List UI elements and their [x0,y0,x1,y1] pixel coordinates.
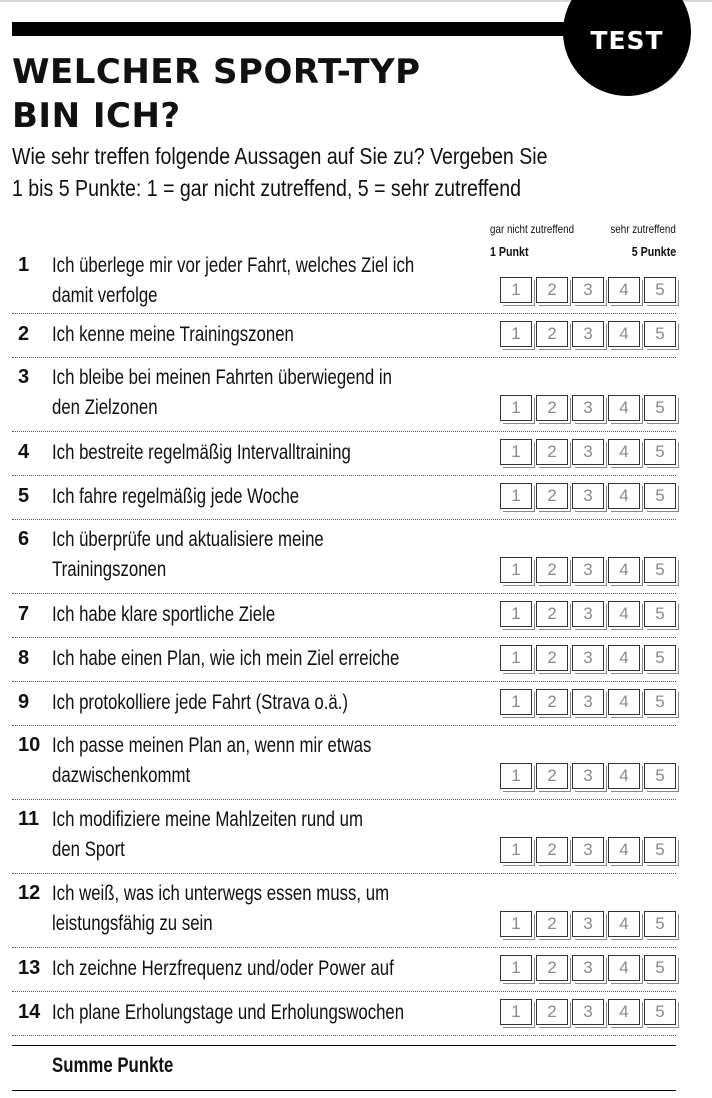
sum-divider [12,1045,676,1046]
rating-box-1[interactable]: 1 [500,321,532,347]
statement-text [52,805,428,865]
statement-text-line: damit verfolge [52,284,158,307]
statement-text-line: Ich modifiziere meine Mahlzeiten rund um [52,808,363,831]
rating-box-1[interactable]: 1 [500,911,532,937]
rating-box-5[interactable]: 5 [644,955,676,981]
statement-text-line: dazwischenkommt [52,764,191,787]
statement-number: 1 [18,254,30,276]
rating-box-3[interactable]: 3 [572,837,604,863]
rating-box-5[interactable]: 5 [644,483,676,509]
rating-box-1[interactable]: 1 [500,837,532,863]
statement-number: 8 [18,647,30,669]
rating-box-5[interactable]: 5 [644,277,676,303]
statement-row [12,638,676,682]
statement-row [12,682,676,726]
rating-box-4[interactable]: 4 [608,277,640,303]
statement-text-line: Ich habe klare sportliche Ziele [52,603,276,626]
statement-row [12,314,676,358]
statement-row [12,476,676,520]
statement-text-line: leistungsfähig zu sein [52,912,213,935]
statement-text [52,320,428,350]
statement-number: 4 [18,441,30,463]
rating-box-1[interactable]: 1 [500,689,532,715]
rating-box-3[interactable]: 3 [572,911,604,937]
rating-boxes [500,955,676,981]
rating-box-3[interactable]: 3 [572,645,604,671]
rating-box-2[interactable]: 2 [536,689,568,715]
statement-number: 7 [18,603,30,625]
statement-text [52,600,428,630]
instructions-line-2: 1 bis 5 Punkte: 1 = gar nicht zutreffend, 5 = sehr zutreffend [12,175,521,201]
statement-text-line: Ich weiß, was ich unterwegs essen muss, um [52,882,390,905]
rating-box-5[interactable]: 5 [644,321,676,347]
statement-text [52,879,428,939]
rating-box-2[interactable]: 2 [536,439,568,465]
statement-row [12,726,676,800]
rating-box-2[interactable]: 2 [536,645,568,671]
statement-number: 14 [18,1001,41,1023]
statement-text [52,438,428,468]
rating-box-4[interactable]: 4 [608,645,640,671]
statement-text [52,731,428,791]
rating-box-1[interactable]: 1 [500,645,532,671]
statement-text-line: den Zielzonen [52,396,158,419]
statement-number: 10 [18,734,41,756]
statement-text-line: Ich bestreite regelmäßig Intervalltraining [52,441,351,464]
statement-row [12,992,676,1036]
statement-text-line: Ich fahre regelmäßig jede Woche [52,485,300,508]
statement-row [12,594,676,638]
rating-box-5[interactable]: 5 [644,601,676,627]
rating-boxes [500,483,676,509]
scale-high-points: 5 Punkte [631,244,676,259]
test-badge-label: TEST [590,26,664,55]
statement-text [52,688,428,718]
rating-box-1[interactable]: 1 [500,999,532,1025]
scale-high-label: sehr zutreffend [610,222,676,236]
statement-number: 2 [18,323,30,345]
rating-box-1[interactable]: 1 [500,601,532,627]
statement-text-line: den Sport [52,838,125,861]
rating-boxes [500,999,676,1025]
rating-box-3[interactable]: 3 [572,955,604,981]
rating-box-3[interactable]: 3 [572,689,604,715]
rating-box-1[interactable]: 1 [500,395,532,421]
rating-boxes [500,321,676,347]
rating-box-4[interactable]: 4 [608,601,640,627]
statement-text-line: Ich überprüfe und aktualisiere meine [52,528,324,551]
statement-text-line: Ich bleibe bei meinen Fahrten überwiegend in [52,366,392,389]
rating-box-4[interactable]: 4 [608,557,640,583]
rating-box-2[interactable]: 2 [536,837,568,863]
sum-label: Summe Punkte [52,1054,174,1077]
rating-box-5[interactable]: 5 [644,837,676,863]
statement-number: 13 [18,957,41,979]
rating-box-3[interactable]: 3 [572,277,604,303]
rating-box-2[interactable]: 2 [536,395,568,421]
statement-text [52,482,428,512]
statement-text-line: Trainingszonen [52,558,167,581]
rating-box-1[interactable]: 1 [500,955,532,981]
statement-text [52,525,428,585]
rating-box-2[interactable]: 2 [536,601,568,627]
rating-box-3[interactable]: 3 [572,321,604,347]
rating-box-4[interactable]: 4 [608,763,640,789]
rating-box-2[interactable]: 2 [536,483,568,509]
rating-box-1[interactable]: 1 [500,763,532,789]
scale-low-points: 1 Punkt [490,244,529,259]
rating-box-3[interactable]: 3 [572,601,604,627]
rating-box-4[interactable]: 4 [608,689,640,715]
rating-box-4[interactable]: 4 [608,837,640,863]
instructions [12,140,556,204]
rating-box-1[interactable]: 1 [500,557,532,583]
statement-text-line: Ich protokolliere jede Fahrt (Strava o.ä.) [52,691,349,714]
rating-box-4[interactable]: 4 [608,955,640,981]
page-title [12,50,421,138]
rating-boxes [500,557,676,583]
rating-boxes [500,837,676,863]
header-bar [12,22,602,36]
rating-box-3[interactable]: 3 [572,483,604,509]
rating-boxes [500,645,676,671]
statement-text [52,363,428,423]
rating-box-4[interactable]: 4 [608,395,640,421]
statement-row [12,800,676,874]
statement-text [52,998,428,1028]
statement-text-line: Ich kenne meine Trainingszonen [52,323,294,346]
statement-text [52,251,428,311]
statement-number: 3 [18,366,30,388]
rating-box-2[interactable]: 2 [536,911,568,937]
statement-row [12,948,676,992]
rating-boxes [500,601,676,627]
rating-box-2[interactable]: 2 [536,277,568,303]
rating-boxes [500,277,676,303]
statement-number: 6 [18,528,30,550]
rating-box-5[interactable]: 5 [644,763,676,789]
statement-text-line: Ich überlege mir vor jeder Fahrt, welches Ziel ich [52,254,415,277]
rating-boxes [500,395,676,421]
title-line-1: WELCHER SPORT-TYP [12,52,421,92]
rating-box-2[interactable]: 2 [536,763,568,789]
rating-box-5[interactable]: 5 [644,645,676,671]
rating-box-4[interactable]: 4 [608,483,640,509]
statement-list [12,248,676,1036]
statement-number: 12 [18,882,41,904]
rating-box-5[interactable]: 5 [644,557,676,583]
statement-text-line: Ich habe einen Plan, wie ich mein Ziel erreiche [52,647,400,670]
rating-box-3[interactable]: 3 [572,999,604,1025]
statement-row [12,874,676,948]
rating-box-2[interactable]: 2 [536,557,568,583]
rating-box-4[interactable]: 4 [608,439,640,465]
rating-boxes [500,439,676,465]
rating-box-3[interactable]: 3 [572,395,604,421]
rating-box-3[interactable]: 3 [572,439,604,465]
title-line-2: BIN ICH? [12,96,181,136]
statement-number: 5 [18,485,30,507]
statement-text [52,644,428,674]
statement-row [12,432,676,476]
rating-box-1[interactable]: 1 [500,277,532,303]
rating-box-5[interactable]: 5 [644,911,676,937]
statement-row [12,520,676,594]
bottom-divider [12,1090,676,1091]
instructions-line-1: Wie sehr treffen folgende Aussagen auf Sie zu? Vergeben Sie [12,143,548,169]
rating-box-2[interactable]: 2 [536,999,568,1025]
rating-box-4[interactable]: 4 [608,999,640,1025]
statement-text-line: Ich zeichne Herzfrequenz und/oder Power auf [52,957,394,980]
rating-box-1[interactable]: 1 [500,439,532,465]
rating-box-4[interactable]: 4 [608,321,640,347]
rating-boxes [500,911,676,937]
statement-row [12,358,676,432]
statement-number: 11 [18,808,40,830]
rating-box-2[interactable]: 2 [536,321,568,347]
statement-number: 9 [18,691,30,713]
statement-text [52,954,428,984]
scale-low-label: gar nicht zutreffend [490,222,575,236]
statement-text-line: Ich passe meinen Plan an, wenn mir etwas [52,734,372,757]
rating-box-1[interactable]: 1 [500,483,532,509]
rating-boxes [500,689,676,715]
rating-box-4[interactable]: 4 [608,911,640,937]
statement-text-line: Ich plane Erholungstage und Erholungswochen [52,1001,405,1024]
rating-box-5[interactable]: 5 [644,439,676,465]
statement-row [12,248,676,314]
rating-box-3[interactable]: 3 [572,763,604,789]
rating-boxes [500,763,676,789]
rating-box-3[interactable]: 3 [572,557,604,583]
rating-box-5[interactable]: 5 [644,999,676,1025]
test-badge [563,0,691,96]
rating-box-5[interactable]: 5 [644,395,676,421]
rating-box-2[interactable]: 2 [536,955,568,981]
rating-box-5[interactable]: 5 [644,689,676,715]
